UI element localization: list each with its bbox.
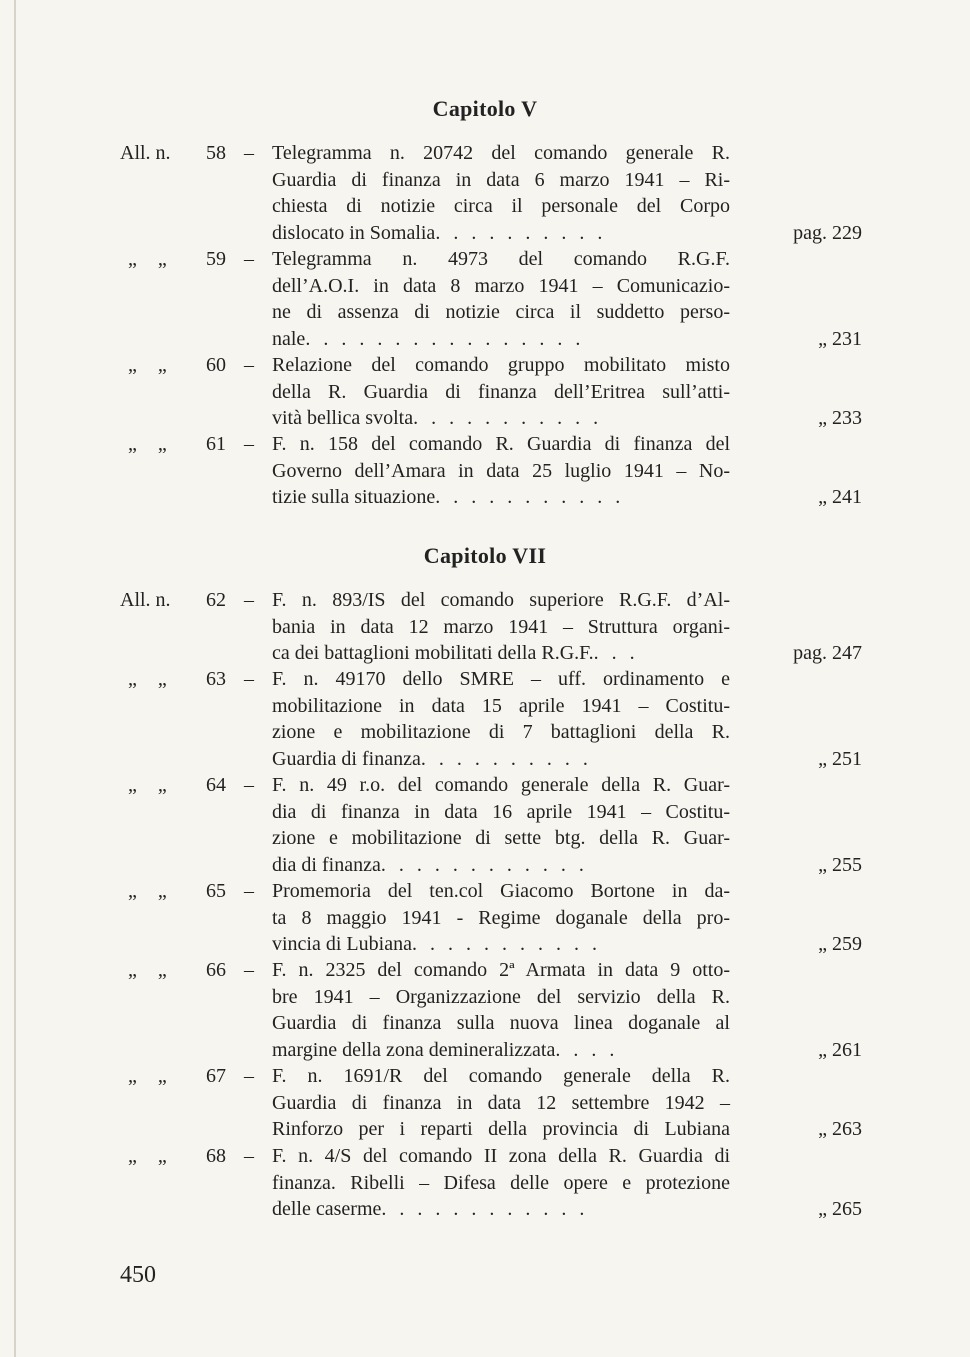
description-text: delle caserme xyxy=(272,1198,382,1220)
description-line: Governo dell’Amara in data 25 luglio 1941 – No- xyxy=(272,459,730,482)
description-text: margine della zona demineralizzata xyxy=(272,1038,556,1061)
description-line: Rinforzo per i reparti della provincia di Lubiana xyxy=(272,1118,730,1140)
description-line: zione e mobilitazione di 7 battaglioni della R. xyxy=(272,721,730,743)
description-line xyxy=(272,852,730,879)
ditto-marks: „ „ xyxy=(128,248,175,270)
entry-description xyxy=(272,352,730,432)
page-reference: „ 255 xyxy=(818,853,862,876)
entry-number: 65 xyxy=(206,880,226,902)
description-line xyxy=(272,326,730,353)
dot-leader: . . . . . . . . . . . . xyxy=(381,1198,589,1220)
entry-number: 63 xyxy=(206,668,226,690)
description-line xyxy=(272,640,730,667)
entry-description xyxy=(272,431,730,511)
dot-leader: . . . . . . . . . . . xyxy=(411,933,601,955)
description-line: ne di assenza di notizie circa il suddetto perso- xyxy=(272,301,730,323)
description-line: dia di finanza in data 16 aprile 1941 – Costitu- xyxy=(272,800,730,823)
page-reference: pag. 229 xyxy=(793,221,862,244)
description-line: chiesta di notizie circa il personale del Corpo xyxy=(272,195,730,217)
description-line: Relazione del comando gruppo mobilitato misto xyxy=(272,354,730,376)
description-line: ta 8 maggio 1941 - Regime doganale della pro- xyxy=(272,906,730,929)
entry-description xyxy=(272,957,730,1063)
description-line: dell’A.O.I. in data 8 marzo 1941 – Comunicazio- xyxy=(272,274,730,297)
description-text: Guardia di finanza xyxy=(272,747,421,770)
page-reference: „ 251 xyxy=(818,747,862,770)
description-line: F. n. 49170 dello SMRE – uff. ordinamento e xyxy=(272,668,730,690)
entry-dash: – xyxy=(244,1145,254,1167)
description-line: F. n. 49 r.o. del comando generale della R. Guar- xyxy=(272,774,730,796)
description-line: Promemoria del ten.col Giacomo Bortone in da- xyxy=(272,880,730,902)
dot-leader: . . . . . . . . . . xyxy=(420,747,592,770)
entry-description xyxy=(272,1143,730,1223)
entry-prefix: All. n. xyxy=(120,589,171,611)
description-line: finanza. Ribelli – Difesa delle opere e protezione xyxy=(272,1171,730,1194)
entry-description xyxy=(272,1063,730,1143)
description-line: Telegramma n. 4973 del comando R.G.F. xyxy=(272,248,730,270)
description-text: vità bellica svolta xyxy=(272,407,414,429)
dot-leader: . . . . . . . . . . . xyxy=(435,486,625,508)
dot-leader: . . . . xyxy=(555,1038,619,1061)
description-line: F. n. 893/IS del comando superiore R.G.F. d’Al- xyxy=(272,589,730,611)
entry-number: 66 xyxy=(206,959,226,981)
entry-prefix: All. n. xyxy=(120,142,171,164)
page-edge-rule xyxy=(14,0,16,1357)
description-text: ca dei battaglioni mobilitati della R.G.F. xyxy=(272,642,594,664)
description-line: della R. Guardia di finanza dell’Eritrea sull’atti- xyxy=(272,380,730,403)
entry-description xyxy=(272,140,730,246)
entry-number: 58 xyxy=(206,142,226,164)
ditto-marks: „ „ xyxy=(128,668,175,690)
page-reference: „ 263 xyxy=(818,1118,862,1140)
page-reference: „ 231 xyxy=(818,327,862,350)
section-title-capitolo-vii: Capitolo VII xyxy=(423,543,547,568)
page-number: 450 xyxy=(120,1262,156,1288)
entry-dash: – xyxy=(244,774,254,796)
page-reference: „ 261 xyxy=(818,1038,862,1061)
description-line xyxy=(272,405,730,432)
description-line: zione e mobilitazione di sette btg. della R. Guar- xyxy=(272,827,730,849)
entry-description xyxy=(272,587,730,667)
entry-number: 67 xyxy=(206,1065,226,1087)
description-line: Telegramma n. 20742 del comando generale R. xyxy=(272,142,730,164)
entry-dash: – xyxy=(244,354,254,376)
description-line xyxy=(272,1196,730,1223)
ditto-marks: „ „ xyxy=(128,959,175,981)
dot-leader: . . . . . . . . . . . . . . . . xyxy=(305,327,585,350)
entry-number: 62 xyxy=(206,589,226,611)
page-reference: pag. 247 xyxy=(793,642,862,664)
page-reference: „ 259 xyxy=(818,933,862,955)
description-line: F. n. 158 del comando R. Guardia di finanza del xyxy=(272,433,730,455)
page-reference: „ 241 xyxy=(818,486,862,508)
dot-leader: . . . . . . . . . . xyxy=(435,221,607,244)
entry-description xyxy=(272,772,730,878)
entry-dash: – xyxy=(244,959,254,981)
page-reference: „ 233 xyxy=(818,407,862,429)
entry-dash: – xyxy=(244,668,254,690)
entry-number: 61 xyxy=(206,433,226,455)
entry-number: 68 xyxy=(206,1145,226,1167)
description-text: dia di finanza xyxy=(272,853,381,876)
entry-dash: – xyxy=(244,248,254,270)
entry-number: 60 xyxy=(206,354,226,376)
entry-dash: – xyxy=(244,142,254,164)
entry-dash: – xyxy=(244,880,254,902)
ditto-marks: „ „ xyxy=(128,774,175,796)
description-line: Guardia di finanza sulla nuova linea doganale al xyxy=(272,1012,730,1034)
entry-description xyxy=(272,246,730,352)
description-line: bre 1941 – Organizzazione del servizio della R. xyxy=(272,985,730,1008)
entry-description xyxy=(272,878,730,958)
description-text: nale xyxy=(272,327,306,350)
description-line xyxy=(272,746,730,773)
description-line: bania in data 12 marzo 1941 – Struttura organi- xyxy=(272,615,730,638)
description-text: vincia di Lubiana xyxy=(272,933,412,955)
description-text: tizie sulla situazione xyxy=(272,486,436,508)
description-line: mobilitazione in data 15 aprile 1941 – Costitu- xyxy=(272,694,730,717)
dot-leader: . . . . . . . . . . . . xyxy=(380,853,588,876)
ditto-marks: „ „ xyxy=(128,433,175,455)
description-line xyxy=(272,220,730,247)
entry-dash: – xyxy=(244,433,254,455)
description-line: F. n. 1691/R del comando generale della R. xyxy=(272,1065,730,1087)
ditto-marks: „ „ xyxy=(128,1145,175,1167)
entry-number: 59 xyxy=(206,248,226,270)
description-line: F. n. 4/S del comando II zona della R. Guardia di xyxy=(272,1145,730,1167)
entry-number: 64 xyxy=(206,774,226,796)
description-line: Guardia di finanza in data 6 marzo 1941 – Ri- xyxy=(272,168,730,191)
ditto-marks: „ „ xyxy=(128,880,175,902)
section-title-capitolo-v: Capitolo V xyxy=(432,96,538,121)
entry-description xyxy=(272,666,730,772)
description-line: Guardia di finanza in data 12 settembre 1942 – xyxy=(272,1091,730,1114)
ditto-marks: „ „ xyxy=(128,354,175,376)
entry-dash: – xyxy=(244,589,254,611)
description-line xyxy=(272,1037,730,1064)
entry-dash: – xyxy=(244,1065,254,1087)
page-reference: „ 265 xyxy=(818,1198,862,1220)
dot-leader: . . . xyxy=(593,642,639,664)
ditto-marks: „ „ xyxy=(128,1065,175,1087)
description-line: F. n. 2325 del comando 2ª Armata in data 9 otto- xyxy=(272,959,730,981)
description-line xyxy=(272,484,730,511)
description-text: dislocato in Somalia xyxy=(272,221,436,244)
dot-leader: . . . . . . . . . . . xyxy=(413,407,603,429)
description-line xyxy=(272,931,730,958)
